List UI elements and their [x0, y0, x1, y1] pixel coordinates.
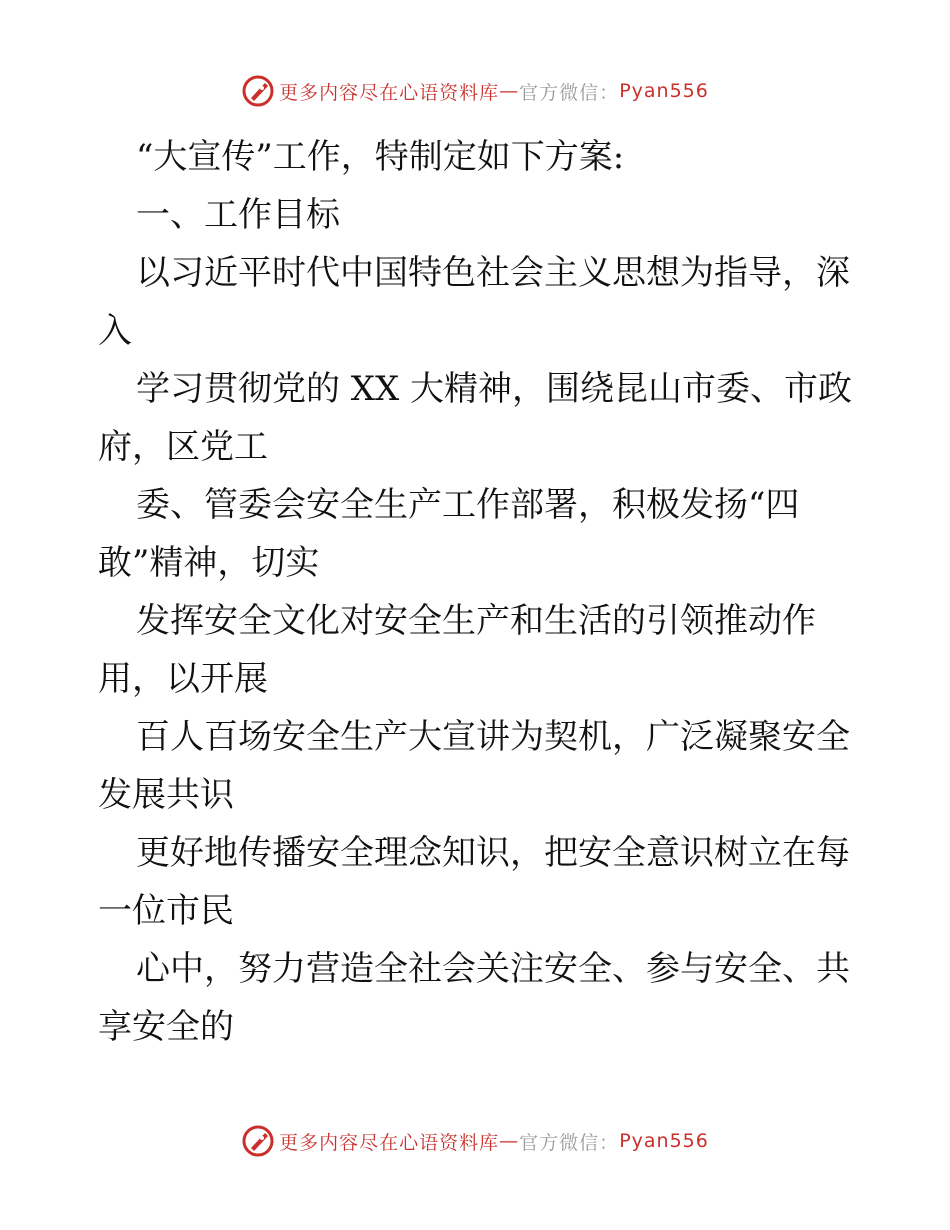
watermark-brand: 更多内容尽在心语资料库 — [279, 81, 500, 104]
watermark-wechat-id: Pyan556 — [619, 1130, 709, 1152]
watermark-dash: — — [499, 1130, 520, 1152]
text-line: 享安全的 — [98, 1007, 234, 1047]
section-heading: 一、工作目标 — [136, 195, 340, 235]
text-line: 发挥安全文化对安全生产和生活的引领推动作 — [136, 601, 816, 641]
text-line: “大宣传”工作，特制定如下方案: — [136, 137, 625, 177]
header-watermark — [0, 74, 950, 108]
footer-watermark — [0, 1124, 950, 1158]
text-line: 发展共识 — [98, 775, 234, 815]
watermark-wechat-id: Pyan556 — [619, 80, 709, 102]
watermark-dash: — — [499, 80, 520, 102]
text-line: 入 — [98, 311, 132, 351]
watermark-brand: 更多内容尽在心语资料库 — [279, 1131, 500, 1154]
text-line: 用，以开展 — [98, 659, 268, 699]
text-line: 府，区党工 — [98, 427, 268, 467]
pen-logo-icon — [241, 74, 275, 108]
watermark-wechat-label: 官方微信： — [519, 1131, 620, 1154]
pen-logo-icon — [241, 1124, 275, 1158]
text-line: 百人百场安全生产大宣讲为契机，广泛凝聚安全 — [136, 717, 850, 757]
text-line: 一位市民 — [98, 891, 234, 931]
text-line: 敢”精神，切实 — [98, 543, 320, 583]
text-line: 委、管委会安全生产工作部署，积极发扬“四 — [136, 485, 800, 525]
text-line: 心中，努力营造全社会关注安全、参与安全、共 — [136, 949, 850, 989]
text-line: 更好地传播安全理念知识，把安全意识树立在每 — [136, 833, 850, 873]
document-body — [98, 128, 858, 1056]
text-line: 学习贯彻党的 XX 大精神，围绕昆山市委、市政 — [136, 369, 853, 409]
text-line: 以习近平时代中国特色社会主义思想为指导，深 — [136, 253, 850, 293]
watermark-wechat-label: 官方微信： — [519, 81, 620, 104]
